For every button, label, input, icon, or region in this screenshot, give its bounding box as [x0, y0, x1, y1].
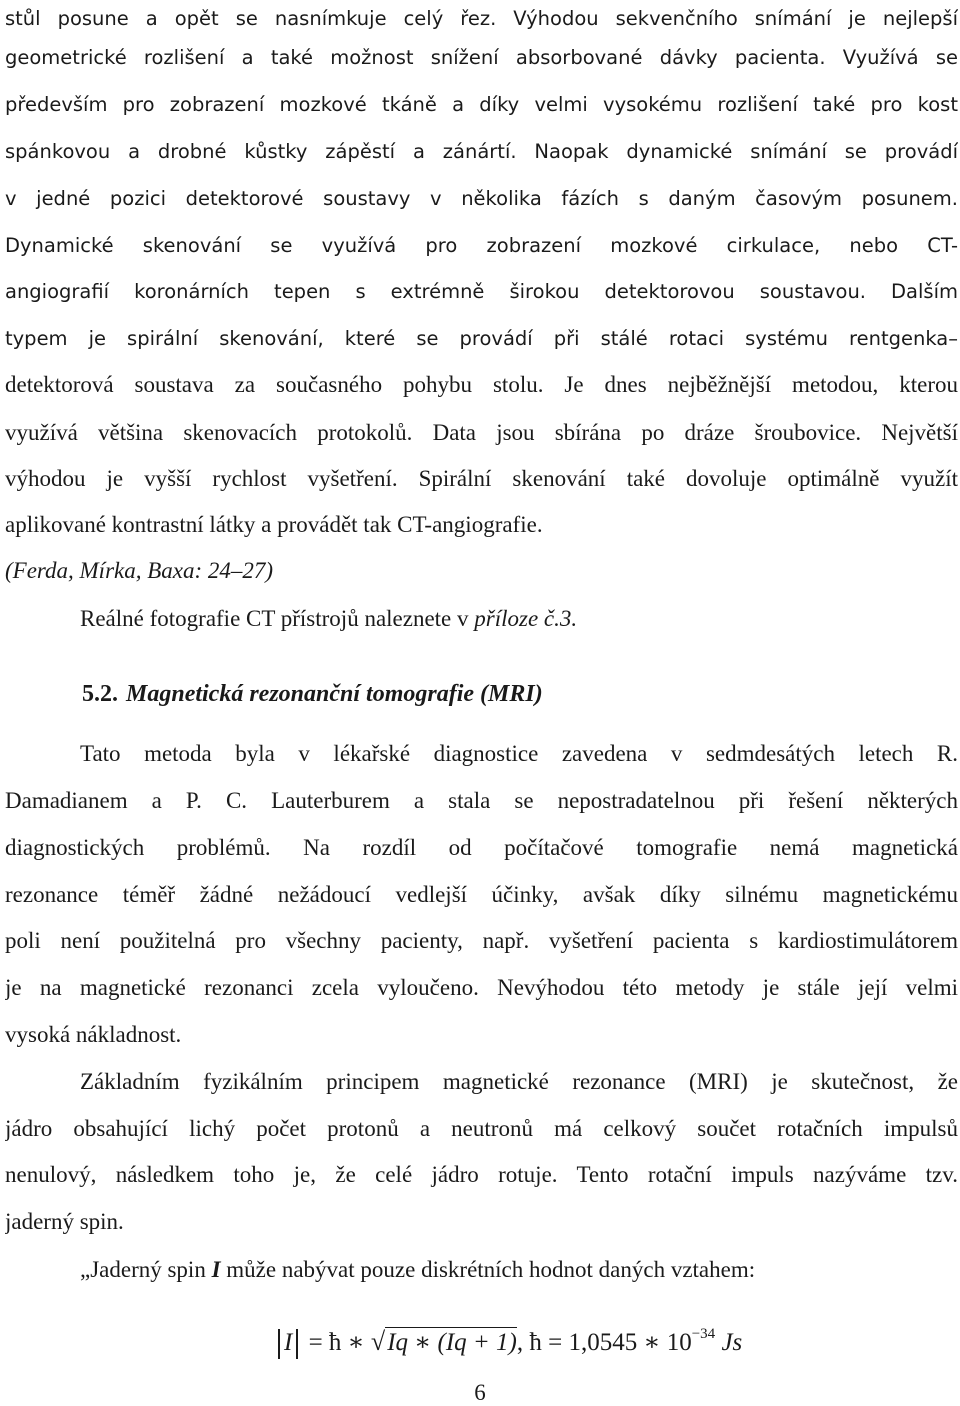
text-line: v jedné pozici detektorové soustavy v několika fázích s daným časovým posunem. [5, 187, 958, 210]
text-line: především pro zobrazení mozkové tkáně a díky velmi vysokému rozlišení také pro kost [5, 93, 958, 116]
text-line: výhodou je vyšší rychlost vyšetření. Spirální skenování také dovoluje optimálně využít [5, 466, 958, 491]
text-line: poli není použitelná pro všechny pacienty, např. vyšetření pacienta s kardiostimulátorem [5, 928, 958, 953]
formula-eq: = ħ ∗ [302, 1329, 371, 1356]
text-line: Tato metoda byla v lékařské diagnostice zavedena v sedmdesátých letech R. [80, 741, 958, 766]
text-line: stůl posune a opět se nasnímkuje celý řez. Výhodou sekvenčního snímání je nejlepší [5, 7, 958, 30]
formula-lhs: I [284, 1329, 293, 1356]
page-number: 6 [474, 1380, 486, 1405]
spin-formula [274, 1314, 742, 1354]
quote-line [80, 1255, 958, 1285]
formula-exponent: −34 [691, 1326, 716, 1342]
text-line: rezonance téměř žádné nežádoucí vedlejší účinky, avšak díky silnému magnetickému [5, 882, 958, 907]
text-line: detektorová soustava za současného pohybu stolu. Je dnes nejběžnější metodou, kterou [5, 372, 958, 397]
text-line: spánkovou a drobné kůstky zápěstí a zánártí. Naopak dynamické snímání se provádí [5, 140, 958, 163]
text-line: nenulový, následkem toho je, že celé jádro rotuje. Tento rotační impuls nazýváme tzv. [5, 1162, 958, 1187]
text-line: jádro obsahující lichý počet protonů a neutronů má celkový součet rotačních impulsů [5, 1116, 958, 1141]
abs-bar-left [278, 1329, 280, 1359]
sqrt-icon: √ [370, 1327, 386, 1356]
text-line: je na magnetické rezonanci zcela vyloučeno. Nevýhodou této metody je stále její velmi [5, 975, 958, 1000]
photo-note [80, 604, 958, 634]
text-line: Damadianem a P. C. Lauterburem a stala se nepostradatelnou při řešení některých [5, 788, 958, 813]
text-line: Základním fyzikálním principem magnetické rezonance (MRI) je skutečnost, že [80, 1069, 958, 1094]
text-line: využívá většina skenovacích protokolů. Data jsou sbírána po dráze šroubovice. Největší [5, 420, 958, 445]
text-line: jaderný spin. [5, 1209, 124, 1234]
citation: (Ferda, Mírka, Baxa: 24–27) [5, 558, 274, 583]
text-line: angiografií koronárních tepen s extrémně širokou detektorovou soustavou. Dalším [5, 280, 958, 303]
text-line: geometrické rozlišení a také možnost snížení absorbované dávky pacienta. Využívá se [5, 46, 958, 69]
quote-prefix: „Jaderný spin [80, 1257, 212, 1282]
text-line: vysoká nákladnost. [5, 1022, 182, 1047]
text-line: typem je spirální skenování, které se provádí při stálé rotaci systému rentgenka– [5, 327, 958, 350]
section-title: Magnetická rezonanční tomografie (MRI) [126, 681, 543, 707]
spin-symbol: I [211, 1257, 221, 1282]
formula-sqrt: Iq ∗ (Iq + 1) [387, 1329, 517, 1356]
section-heading [82, 677, 543, 711]
text-line: Dynamické skenování se využívá pro zobrazení mozkové cirkulace, nebo CT- [5, 234, 958, 257]
quote-suffix: může nabývat pouze diskrétních hodnot daných vztahem: [220, 1257, 756, 1282]
photo-note-text: Reálné fotografie CT přístrojů naleznete v [80, 606, 475, 631]
text-line: diagnostických problémů. Na rozdíl od počítačové tomografie nemá magnetická [5, 835, 958, 860]
formula-unit: Js [715, 1329, 743, 1356]
appendix-link: příloze č.3. [474, 606, 578, 631]
formula-hbar: , ħ = 1,0545 ∗ 10 [516, 1329, 692, 1356]
text-line: aplikované kontrastní látky a provádět tak CT-angiografie. [5, 512, 543, 537]
abs-bar-right [296, 1329, 298, 1359]
section-number: 5.2. [82, 681, 118, 707]
